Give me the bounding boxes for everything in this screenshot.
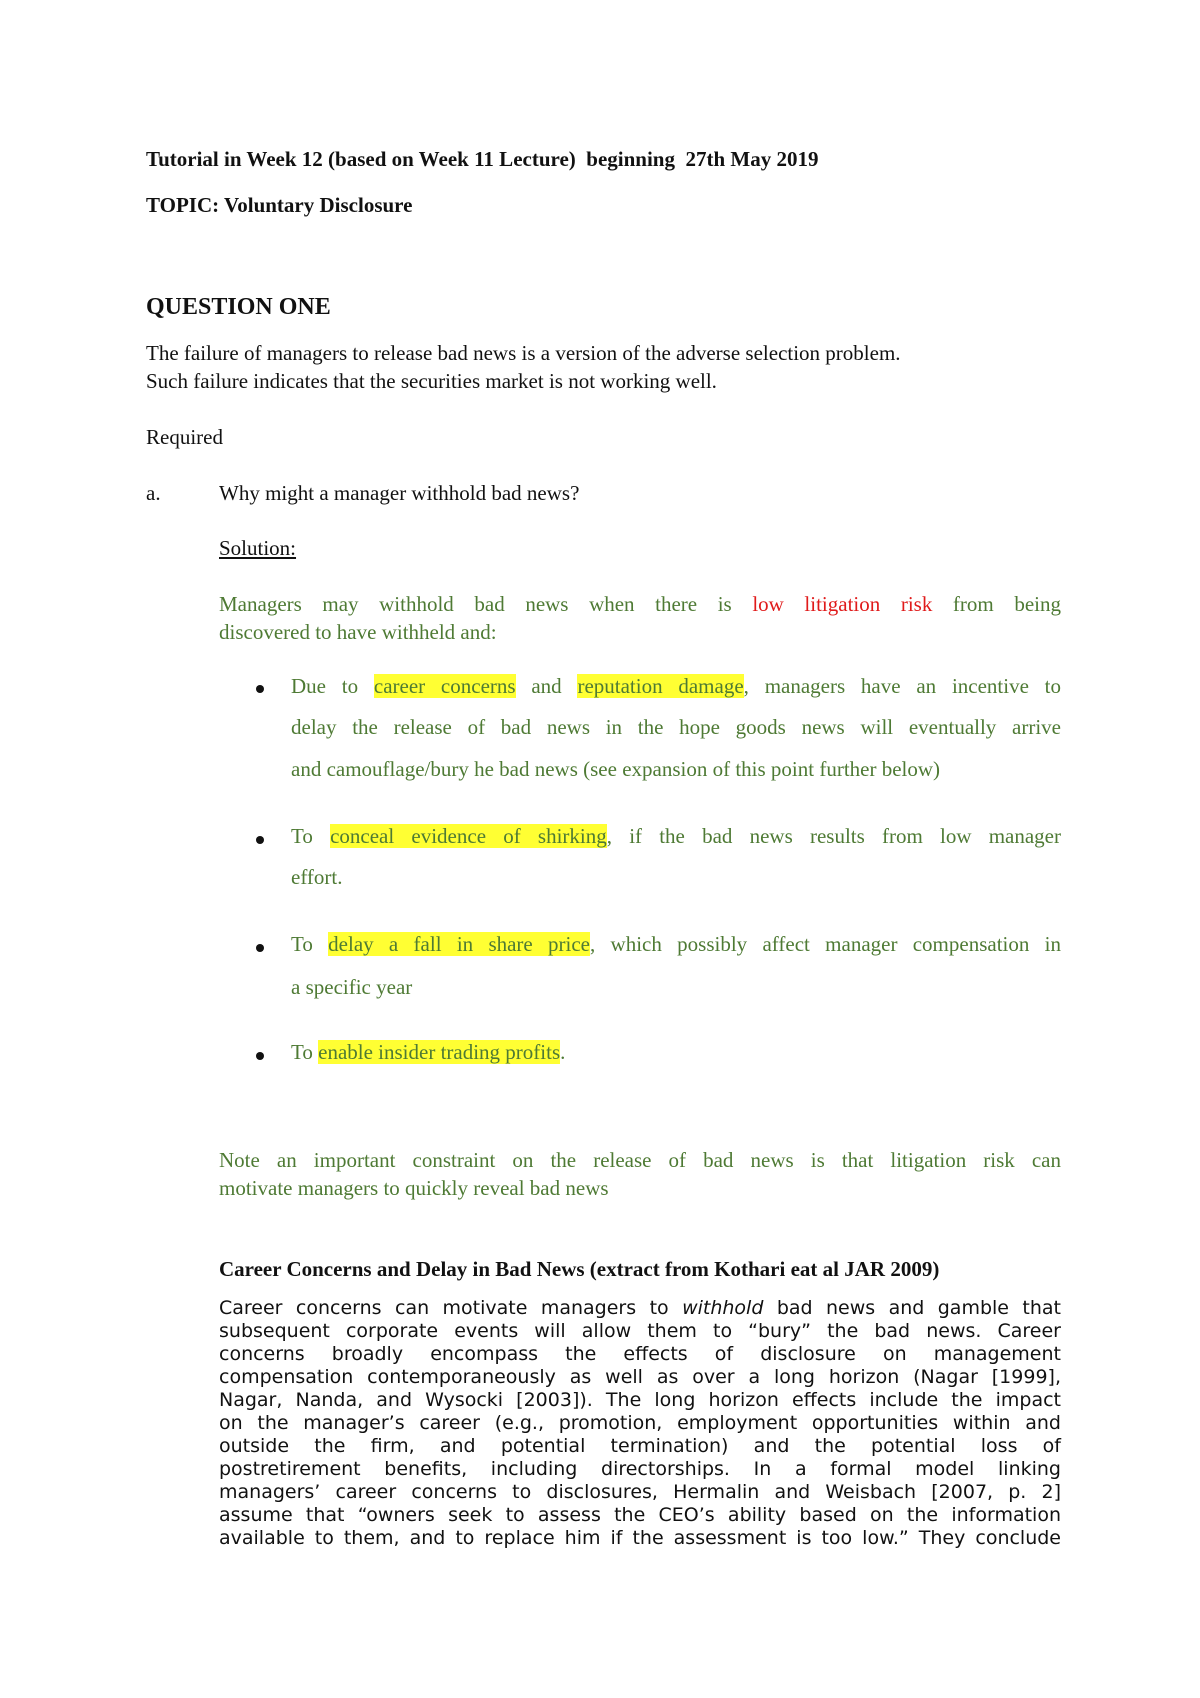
extract-line-8: postretirement benefits, including directorships. In a formal model linking [219,1458,1061,1480]
bullet-4-line-1 [291,1040,565,1065]
withhold-emphasis: withhold [682,1297,764,1319]
bullet-3-line-2: a specific year [291,975,413,999]
bullet-icon [256,944,264,952]
bullet-text: . [560,1040,566,1064]
extract-text: bad news and gamble that [776,1297,1061,1319]
tutorial-title: Tutorial in Week 12 (based on Week 11 Lecture) beginning 27th May 2019 [146,147,819,171]
note-line-2: motivate managers to quickly reveal bad news [219,1176,609,1200]
highlight-career-concerns: career concerns [373,674,516,698]
solution-para-line-2: discovered to have withheld and: [219,620,497,644]
question-intro-line-1: The failure of managers to release bad news is a version of the adverse selection problem. [146,341,901,365]
bullet-icon [256,1052,264,1060]
required-label: Required [146,425,223,449]
part-a-question: Why might a manager withhold bad news? [219,481,580,505]
litigation-risk-emphasis: low litigation risk [752,592,933,616]
extract-heading: Career Concerns and Delay in Bad News (extract from Kothari eat al JAR 2009) [219,1257,940,1281]
bullet-1-line-2: delay the release of bad news in the hope goods news will eventually arrive [291,715,1061,739]
extract-text: Career concerns can motivate managers to [219,1297,669,1319]
bullet-3-line-1 [291,932,1061,957]
extract-line-9: managers’ career concerns to disclosures, Hermalin and Weisbach [2007, p. 2] [219,1481,1061,1503]
highlight-reputation-damage: reputation damage [577,674,744,698]
bullet-text: and [531,674,562,698]
solution-label: Solution: [219,536,297,560]
solution-text: Managers may withhold bad news when there is [219,592,732,616]
solution-para-line-1 [219,592,1061,617]
topic-line: TOPIC: Voluntary Disclosure [146,193,413,217]
solution-text: from being [952,592,1061,616]
extract-line-5: Nagar, Nanda, and Wysocki [2003]). The long horizon effects include the impact [219,1389,1061,1411]
bullet-icon [256,836,264,844]
bullet-text: , which possibly affect manager compensation in [590,932,1062,956]
highlight-delay-share-price: delay a fall in share price [328,932,591,956]
question-heading: QUESTION ONE [146,294,331,320]
extract-line-6: on the manager’s career (e.g., promotion, employment opportunities within and [219,1412,1061,1434]
part-a-label: a. [146,481,161,505]
extract-line-10: assume that “owners seek to assess the CEO’s ability based on the information [219,1504,1061,1526]
bullet-text: To [291,932,313,956]
bullet-2-line-1 [291,824,1061,849]
bullet-text: Due to [291,674,359,698]
extract-line-4: compensation contemporaneously as well as over a long horizon (Nagar [1999], [219,1366,1061,1388]
bullet-text: To [291,824,313,848]
bullet-1-line-1 [291,674,1061,699]
extract-line-1 [219,1297,1061,1320]
highlight-insider-trading: enable insider trading profits [318,1040,561,1064]
extract-line-11: available to them, and to replace him if the assessment is too low.” They conclude [219,1527,1061,1549]
highlight-conceal-shirking: conceal evidence of shirking [330,824,607,848]
note-line-1: Note an important constraint on the release of bad news is that litigation risk can [219,1148,1061,1172]
question-intro-line-2: Such failure indicates that the securities market is not working well. [146,369,717,393]
bullet-2-line-2: effort. [291,865,343,889]
bullet-icon [256,685,264,693]
bullet-text: , managers have an incentive to [743,674,1062,698]
bullet-text: , if the bad news results from low manager [606,824,1061,848]
bullet-text: To [291,1040,313,1064]
extract-line-3: concerns broadly encompass the effects of disclosure on management [219,1343,1061,1365]
bullet-1-line-3: and camouflage/bury he bad news (see expansion of this point further below) [291,757,941,781]
extract-line-7: outside the firm, and potential termination) and the potential loss of [219,1435,1061,1457]
extract-line-2: subsequent corporate events will allow them to “bury” the bad news. Career [219,1320,1061,1342]
